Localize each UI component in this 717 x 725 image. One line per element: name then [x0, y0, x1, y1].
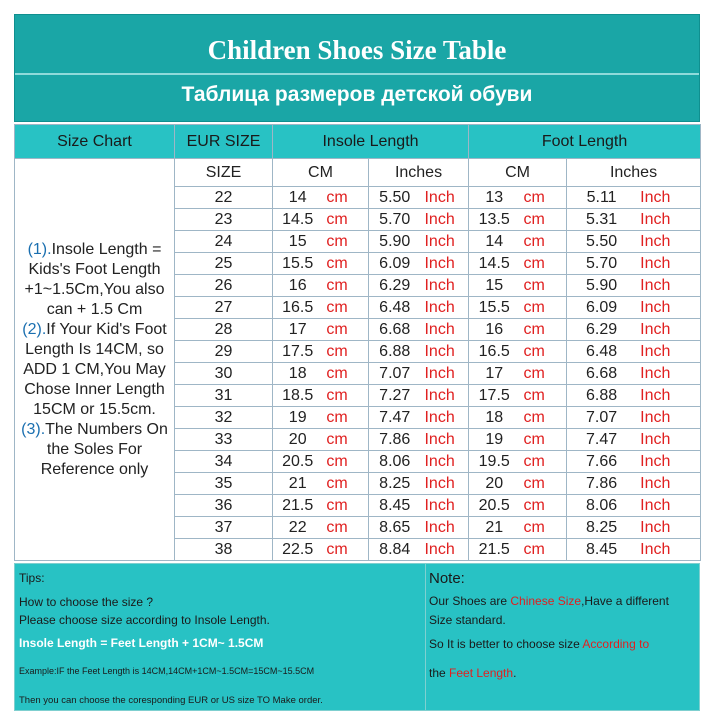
foot-cm-cell [469, 187, 567, 209]
chinese-size-notice [429, 594, 669, 608]
insole-cm-cell [273, 517, 369, 539]
eur-size-cell: 25 [175, 253, 273, 275]
inch-unit: Inch [640, 540, 671, 558]
value-text: 21 [288, 474, 307, 492]
foot-inch-cell [567, 385, 701, 407]
cm-unit: cm [326, 474, 348, 492]
eur-size-cell: 37 [175, 517, 273, 539]
value-text: 7.07 [379, 364, 411, 382]
title-divider [15, 73, 699, 75]
eur-size-cell: 30 [175, 363, 273, 385]
foot-cm-cell [469, 253, 567, 275]
title-banner [14, 14, 700, 122]
value-text: 5.50 [379, 188, 411, 206]
foot-cm-cell [469, 495, 567, 517]
insole-cm-subheader: CM [273, 159, 369, 187]
title-english: Children Shoes Size Table [207, 35, 507, 65]
inch-unit: Inch [640, 408, 671, 426]
cm-unit: cm [523, 298, 545, 316]
value-text: 5.31 [586, 210, 618, 228]
value-text: 8.84 [379, 540, 411, 558]
inch-unit: Inch [640, 386, 671, 404]
foot-inch-cell [567, 319, 701, 341]
insole-cm-cell [273, 187, 369, 209]
period-text: . [513, 666, 517, 680]
insole-inch-cell [369, 231, 469, 253]
inch-unit: Inch [424, 188, 455, 206]
insole-cm-cell [273, 495, 369, 517]
footer-divider [425, 564, 426, 710]
inch-unit: Inch [424, 276, 455, 294]
cm-unit: cm [326, 232, 348, 250]
insole-cm-cell [273, 429, 369, 451]
insole-cm-cell [273, 385, 369, 407]
inch-unit: Inch [424, 320, 455, 338]
value-text: 15 [288, 232, 307, 250]
value-text: 7.27 [379, 386, 411, 404]
foot-inch-cell [567, 341, 701, 363]
value-text: 7.66 [586, 452, 618, 470]
value-text: 8.65 [379, 518, 411, 536]
value-text: 6.88 [586, 386, 618, 404]
cm-unit: cm [326, 210, 348, 228]
cm-unit: cm [523, 386, 545, 404]
size-chart-header: Size Chart [15, 125, 175, 159]
insole-inch-cell [369, 297, 469, 319]
inch-unit: Inch [640, 342, 671, 360]
cm-unit: cm [523, 210, 545, 228]
size-example: Example:IF the Feet Length is 14CM,14CM+1CM~1.5CM=15CM~15.5CM [19, 666, 315, 676]
value-text: 14 [485, 232, 504, 250]
feet-length-highlight: Feet Length [449, 666, 514, 680]
cm-unit: cm [523, 188, 545, 206]
inch-unit: Inch [640, 276, 671, 294]
value-text: 8.06 [379, 452, 411, 470]
cm-unit: cm [326, 430, 348, 448]
insole-inch-cell [369, 539, 469, 561]
inch-unit: Inch [424, 232, 455, 250]
choose-by-insole: Please choose size according to Insole Length. [19, 613, 270, 627]
foot-inch-cell [567, 451, 701, 473]
tips-label: Tips: [19, 571, 45, 585]
insole-inch-cell [369, 275, 469, 297]
insole-cm-cell [273, 341, 369, 363]
size-formula: Insole Length = Feet Length + 1CM~ 1.5CM [19, 636, 264, 650]
value-text: 17.5 [478, 386, 510, 404]
foot-inch-cell [567, 187, 701, 209]
inch-unit: Inch [640, 320, 671, 338]
insole-inch-cell [369, 517, 469, 539]
insole-inch-cell [369, 473, 469, 495]
value-text: 7.86 [586, 474, 618, 492]
inch-unit: Inch [640, 518, 671, 536]
eur-size-header: EUR SIZE [175, 125, 273, 159]
cm-unit: cm [523, 496, 545, 514]
feet-length-text [429, 666, 516, 680]
note-index-1: (1). [27, 240, 52, 258]
size-table [14, 124, 701, 561]
value-text: 16 [485, 320, 504, 338]
foot-cm-cell [469, 363, 567, 385]
foot-inch-cell [567, 495, 701, 517]
insole-cm-cell [273, 209, 369, 231]
cm-unit: cm [523, 320, 545, 338]
cm-unit: cm [326, 188, 348, 206]
value-text: 19 [288, 408, 307, 426]
value-text: 5.70 [379, 210, 411, 228]
value-text: 20 [288, 430, 307, 448]
value-text: 8.45 [586, 540, 618, 558]
cm-unit: cm [326, 276, 348, 294]
value-text: 6.88 [379, 342, 411, 360]
insole-cm-cell [273, 473, 369, 495]
insole-inches-subheader: Inches [369, 159, 469, 187]
inch-unit: Inch [424, 540, 455, 558]
eur-size-cell: 26 [175, 275, 273, 297]
value-text: 8.45 [379, 496, 411, 514]
value-text: 6.09 [379, 254, 411, 272]
value-text: 16 [288, 276, 307, 294]
cm-unit: cm [326, 452, 348, 470]
cm-unit: cm [326, 342, 348, 360]
inch-unit: Inch [424, 254, 455, 272]
value-text: 14 [288, 188, 307, 206]
insole-cm-cell [273, 451, 369, 473]
value-text: 8.25 [379, 474, 411, 492]
note-text-1: Insole Length = Kids's Foot Length +1~1.5Cm,You also can + 1.5 Cm [24, 240, 165, 318]
insole-inch-cell [369, 341, 469, 363]
cm-unit: cm [523, 232, 545, 250]
cm-unit: cm [523, 408, 545, 426]
order-instruction: Then you can choose the coresponding EUR or US size TO Make order. [19, 695, 323, 706]
value-text: 16.5 [282, 298, 314, 316]
size-subheader: SIZE [175, 159, 273, 187]
better-text-a: So It is better to choose size [429, 637, 583, 651]
insole-inch-cell [369, 429, 469, 451]
foot-cm-cell [469, 275, 567, 297]
foot-cm-cell [469, 231, 567, 253]
value-text: 5.90 [379, 232, 411, 250]
subheader-row [15, 159, 701, 187]
cm-unit: cm [523, 276, 545, 294]
foot-inch-cell [567, 517, 701, 539]
eur-size-cell: 36 [175, 495, 273, 517]
eur-size-cell: 23 [175, 209, 273, 231]
size-notes [15, 159, 175, 561]
value-text: 20.5 [282, 452, 314, 470]
insole-cm-cell [273, 253, 369, 275]
cm-unit: cm [523, 254, 545, 272]
foot-inch-cell [567, 253, 701, 275]
insole-inch-cell [369, 363, 469, 385]
notice-text-b: ,Have a different [581, 594, 669, 608]
foot-inch-cell [567, 539, 701, 561]
insole-cm-cell [273, 231, 369, 253]
inch-unit: Inch [424, 430, 455, 448]
insole-inch-cell [369, 187, 469, 209]
inch-unit: Inch [640, 452, 671, 470]
inch-unit: Inch [640, 364, 671, 382]
inch-unit: Inch [424, 474, 455, 492]
chinese-size-highlight: Chinese Size [510, 594, 582, 608]
value-text: 17 [288, 320, 307, 338]
inch-unit: Inch [640, 298, 671, 316]
value-text: 6.09 [586, 298, 618, 316]
insole-cm-cell [273, 297, 369, 319]
inch-unit: Inch [424, 408, 455, 426]
eur-size-cell: 32 [175, 407, 273, 429]
value-text: 20 [485, 474, 504, 492]
cm-unit: cm [523, 540, 545, 558]
value-text: 7.86 [379, 430, 411, 448]
eur-size-cell: 38 [175, 539, 273, 561]
inch-unit: Inch [424, 298, 455, 316]
value-text: 22.5 [282, 540, 314, 558]
cm-unit: cm [326, 518, 348, 536]
insole-inch-cell [369, 407, 469, 429]
value-text: 15.5 [282, 254, 314, 272]
foot-inch-cell [567, 297, 701, 319]
value-text: 5.50 [586, 232, 618, 250]
value-text: 16.5 [478, 342, 510, 360]
note-text-3: The Numbers On the Soles For Reference only [40, 420, 168, 478]
value-text: 21.5 [282, 496, 314, 514]
inch-unit: Inch [424, 210, 455, 228]
inch-unit: Inch [640, 232, 671, 250]
inch-unit: Inch [640, 496, 671, 514]
eur-size-cell: 34 [175, 451, 273, 473]
value-text: 6.68 [586, 364, 618, 382]
foot-inch-cell [567, 275, 701, 297]
foot-cm-cell [469, 297, 567, 319]
insole-inch-cell [369, 209, 469, 231]
foot-inch-cell [567, 473, 701, 495]
insole-inch-cell [369, 451, 469, 473]
insole-inch-cell [369, 495, 469, 517]
size-standard-text: Size standard. [429, 613, 506, 627]
title-russian: Таблица размеров детской обуви [181, 83, 533, 106]
foot-inch-cell [567, 209, 701, 231]
foot-cm-cell [469, 385, 567, 407]
better-choose-text [429, 637, 649, 651]
foot-cm-cell [469, 473, 567, 495]
cm-unit: cm [326, 254, 348, 272]
value-text: 8.25 [586, 518, 618, 536]
inch-unit: Inch [640, 254, 671, 272]
foot-inch-cell [567, 429, 701, 451]
eur-size-cell: 29 [175, 341, 273, 363]
inch-unit: Inch [640, 210, 671, 228]
foot-cm-cell [469, 451, 567, 473]
value-text: 6.48 [379, 298, 411, 316]
header-row [15, 125, 701, 159]
value-text: 6.29 [379, 276, 411, 294]
value-text: 15 [485, 276, 504, 294]
cm-unit: cm [523, 364, 545, 382]
insole-inch-cell [369, 253, 469, 275]
inch-unit: Inch [640, 430, 671, 448]
foot-inch-cell [567, 363, 701, 385]
value-text: 6.48 [586, 342, 618, 360]
eur-size-cell: 24 [175, 231, 273, 253]
value-text: 14.5 [478, 254, 510, 272]
inch-unit: Inch [640, 474, 671, 492]
value-text: 15.5 [478, 298, 510, 316]
cm-unit: cm [326, 298, 348, 316]
foot-cm-cell [469, 319, 567, 341]
inch-unit: Inch [424, 342, 455, 360]
insole-inch-cell [369, 385, 469, 407]
eur-size-cell: 27 [175, 297, 273, 319]
value-text: 5.70 [586, 254, 618, 272]
value-text: 17 [485, 364, 504, 382]
cm-unit: cm [326, 386, 348, 404]
value-text: 5.90 [586, 276, 618, 294]
foot-length-header: Foot Length [469, 125, 701, 159]
insole-inch-cell [369, 319, 469, 341]
tips-panel [14, 563, 700, 711]
eur-size-cell: 35 [175, 473, 273, 495]
note-index-2: (2). [22, 320, 47, 338]
cm-unit: cm [523, 452, 545, 470]
cm-unit: cm [523, 474, 545, 492]
value-text: 19.5 [478, 452, 510, 470]
insole-cm-cell [273, 319, 369, 341]
the-text: the [429, 666, 450, 680]
eur-size-cell: 22 [175, 187, 273, 209]
value-text: 19 [485, 430, 504, 448]
value-text: 6.29 [586, 320, 618, 338]
value-text: 21.5 [478, 540, 510, 558]
insole-length-header: Insole Length [273, 125, 469, 159]
cm-unit: cm [523, 518, 545, 536]
foot-inch-cell [567, 407, 701, 429]
insole-cm-cell [273, 539, 369, 561]
value-text: 18 [288, 364, 307, 382]
value-text: 17.5 [282, 342, 314, 360]
cm-unit: cm [523, 342, 545, 360]
foot-cm-cell [469, 209, 567, 231]
inch-unit: Inch [424, 386, 455, 404]
value-text: 14.5 [282, 210, 314, 228]
value-text: 7.47 [586, 430, 618, 448]
value-text: 22 [288, 518, 307, 536]
note-label: Note: [429, 570, 465, 587]
cm-unit: cm [326, 408, 348, 426]
value-text: 13.5 [478, 210, 510, 228]
insole-cm-cell [273, 363, 369, 385]
insole-cm-cell [273, 275, 369, 297]
value-text: 20.5 [478, 496, 510, 514]
note-text-2: If Your Kid's Foot Length Is 14CM, so ADD 1 CM,You May Chose Inner Length 15CM or 15.5cm. [23, 320, 167, 418]
inch-unit: Inch [424, 452, 455, 470]
note-index-3: (3). [21, 420, 46, 438]
eur-size-cell: 33 [175, 429, 273, 451]
foot-cm-cell [469, 517, 567, 539]
value-text: 8.06 [586, 496, 618, 514]
value-text: 21 [485, 518, 504, 536]
foot-cm-cell [469, 407, 567, 429]
eur-size-cell: 28 [175, 319, 273, 341]
value-text: 7.47 [379, 408, 411, 426]
cm-unit: cm [326, 496, 348, 514]
value-text: 5.11 [586, 188, 617, 206]
cm-unit: cm [326, 320, 348, 338]
foot-cm-cell [469, 429, 567, 451]
value-text: 7.07 [586, 408, 618, 426]
according-to-highlight: According to [582, 637, 650, 651]
cm-unit: cm [326, 364, 348, 382]
value-text: 18.5 [282, 386, 314, 404]
inch-unit: Inch [424, 496, 455, 514]
inch-unit: Inch [424, 518, 455, 536]
cm-unit: cm [523, 430, 545, 448]
foot-cm-subheader: CM [469, 159, 567, 187]
inch-unit: Inch [424, 364, 455, 382]
cm-unit: cm [326, 540, 348, 558]
foot-inches-subheader: Inches [567, 159, 701, 187]
foot-inch-cell [567, 231, 701, 253]
insole-cm-cell [273, 407, 369, 429]
foot-cm-cell [469, 539, 567, 561]
value-text: 6.68 [379, 320, 411, 338]
value-text: 18 [485, 408, 504, 426]
eur-size-cell: 31 [175, 385, 273, 407]
value-text: 13 [485, 188, 504, 206]
inch-unit: Inch [640, 188, 671, 206]
foot-cm-cell [469, 341, 567, 363]
how-to-choose: How to choose the size ? [19, 595, 154, 609]
notice-text-a: Our Shoes are [429, 594, 511, 608]
